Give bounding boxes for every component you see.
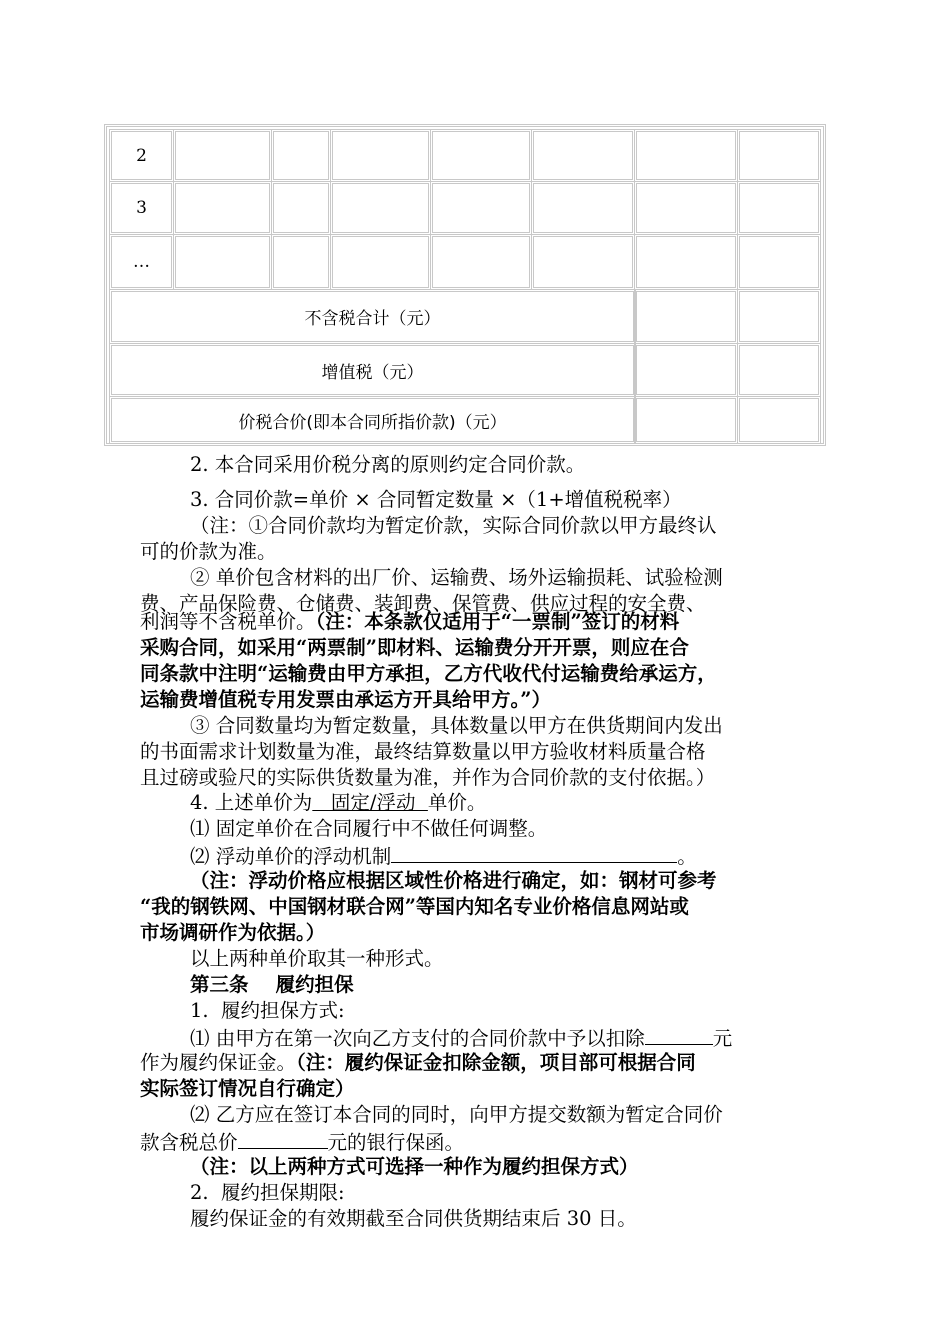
table-cell <box>737 181 821 235</box>
table-cell <box>634 396 738 444</box>
float-note-line: 市场调研作为依据。） <box>140 921 326 944</box>
table-cell <box>271 181 331 235</box>
table-cell <box>531 181 635 235</box>
table-cell <box>430 129 532 182</box>
option-2-suffix: 元的银行保函。 <box>327 1131 465 1154</box>
note-2-line: 费、产品保险费、仓储费、装卸费、保管费、供应过程的安全费、 <box>140 592 706 615</box>
float-note-line: （注：浮动价格应根据区域性价格进行确定，如：钢材可参考 <box>190 869 717 892</box>
note-2-line <box>140 609 679 635</box>
guarantee-term-item: 2. 履约担保期限: <box>190 1181 345 1204</box>
subtotal-excl-tax-label: 不含税合计（元） <box>304 309 441 329</box>
note-3-line: 且过磅或验尺的实际供货数量为准，并作为合同价款的支付依据。） <box>140 766 716 789</box>
summary-label-cell <box>109 343 636 397</box>
table-cell <box>173 129 272 182</box>
table-cell <box>634 234 738 290</box>
note-3-line: ③ 合同数量均为暂定数量，具体数量以甲方在供货期间内发出 <box>190 714 723 737</box>
note-intro-line: （注：①合同价款均为暂定价款，实际合同价款以甲方最终认 <box>190 514 717 537</box>
table-cell <box>737 396 821 444</box>
table-cell <box>737 129 821 182</box>
clause-3: 3. 合同价款=单价 × 合同暂定数量 ×（1+增值税税率） <box>190 488 682 511</box>
table-cell <box>271 129 331 182</box>
table-cell <box>173 234 272 290</box>
guarantee-choice-note: （注：以上两种方式可选择一种作为履约担保方式） <box>190 1155 639 1178</box>
option-1-text: ⑴ 由甲方在第一次向乙方支付的合同价款中予以扣除 <box>190 1027 645 1050</box>
total-incl-tax-label: 价税合价(即本合同所指价款)（元） <box>238 412 507 433</box>
note-2-text: 利润等不含税单价。 <box>140 610 316 633</box>
price-table <box>104 124 826 446</box>
choose-one-text: 以上两种单价取其一种形式。 <box>190 947 444 970</box>
guarantee-term-text: 履约保证金的有效期截至合同供货期结束后 30 日。 <box>190 1207 637 1230</box>
guarantee-option-1 <box>190 1024 732 1052</box>
option-2-text: 款含税总价 <box>140 1131 238 1154</box>
floating-price-item <box>190 842 697 870</box>
guarantee-option-1-line2 <box>140 1050 696 1076</box>
deduction-note: （注：履约保证金扣除金额，项目部可根据合同 <box>296 1051 696 1074</box>
guarantee-option-2-line2 <box>140 1128 464 1156</box>
vat-label: 增值税（元） <box>321 362 424 383</box>
option-1-text: 作为履约保证金。 <box>140 1051 297 1074</box>
clause-4-prefix: 4. 上述单价为 <box>190 791 313 814</box>
option-1-unit: 元 <box>712 1027 733 1050</box>
row-number-cell <box>109 234 174 290</box>
table-cell <box>173 181 272 235</box>
table-cell <box>271 234 331 290</box>
row-number: 3 <box>136 198 147 218</box>
note-3-line: 的书面需求计划数量为准，最终结算数量以甲方验收材料质量合格 <box>140 740 706 763</box>
deduction-note-line: 实际签订情况自行确定） <box>140 1077 355 1100</box>
guarantee-option-2: ⑵ 乙方应在签订本合同的同时，向甲方提交数额为暂定合同价 <box>190 1103 723 1126</box>
two-invoice-note-line: 同条款中注明“运输费由甲方承担，乙方代收代付运输费给承运方， <box>140 662 717 685</box>
summary-label-cell <box>109 396 636 444</box>
unit-price-type-field[interactable]: 固定/浮动 <box>312 791 428 814</box>
table-cell <box>634 129 738 182</box>
fixed-price-item: ⑴ 固定单价在合同履行中不做任何调整。 <box>190 817 548 840</box>
guarantee-method-item: 1. 履约担保方式: <box>190 999 345 1022</box>
table-cell <box>330 129 431 182</box>
note-2-line: ② 单价包含材料的出厂价、运输费、场外运输损耗、试验检测 <box>190 566 723 589</box>
summary-label-cell <box>109 289 636 344</box>
table-cell <box>330 234 431 290</box>
floating-price-suffix: 。 <box>677 845 697 868</box>
article-3-heading: 第三条 履约担保 <box>190 973 354 996</box>
table-cell <box>737 234 821 290</box>
bank-guarantee-amount-blank[interactable] <box>238 1128 328 1149</box>
two-invoice-note-line: 运输费增值税专用发票由承运方开具给甲方。”） <box>140 688 551 711</box>
clause-4-suffix: 单价。 <box>427 791 487 814</box>
row-number-cell <box>109 181 174 235</box>
row-number-cell <box>109 129 174 182</box>
row-number: 2 <box>136 145 147 166</box>
clause-4 <box>190 790 486 816</box>
table-cell <box>531 129 635 182</box>
table-cell <box>634 289 738 344</box>
table-cell <box>634 343 738 397</box>
clause-2: 2. 本合同采用价税分离的原则约定合同价款。 <box>190 453 586 476</box>
row-number: … <box>133 252 150 272</box>
two-invoice-note-line: 采购合同，如采用“两票制”即材料、运输费分开开票，则应在合 <box>140 636 689 659</box>
floating-mechanism-blank[interactable] <box>391 842 677 863</box>
table-cell <box>330 181 431 235</box>
table-cell <box>737 343 821 397</box>
floating-price-text: ⑵ 浮动单价的浮动机制 <box>190 845 392 868</box>
table-cell <box>430 181 532 235</box>
float-note-line: “我的钢铁网、中国钢材联合网”等国内知名专业价格信息网站或 <box>140 895 689 918</box>
note-intro-line: 可的价款为准。 <box>140 540 277 563</box>
table-cell <box>531 234 635 290</box>
table-cell <box>737 289 821 344</box>
table-cell <box>634 181 738 235</box>
deduction-amount-blank[interactable] <box>645 1024 713 1045</box>
one-invoice-note: （注：本条款仅适用于“一票制”签订的材料 <box>315 610 680 633</box>
table-cell <box>430 234 532 290</box>
